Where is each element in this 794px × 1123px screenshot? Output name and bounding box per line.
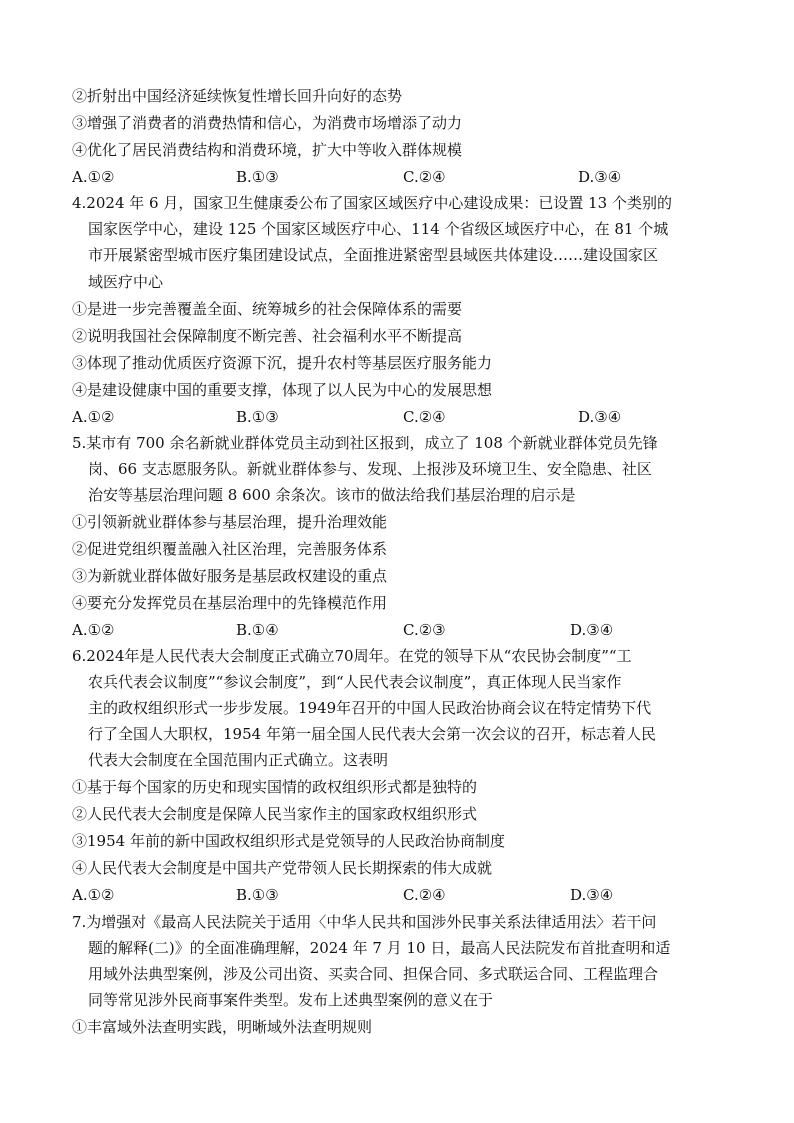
q5-option-d: D.③④ (570, 621, 614, 639)
q5-option-c: C.②③ (403, 621, 446, 639)
q4-statement-4: ④是建设健康中国的重要支撑，体现了以人民为中心的发展思想 (72, 381, 493, 399)
q3-statement-4: ④优化了居民消费结构和消费环境，扩大中等收入群体规模 (72, 141, 463, 159)
q5-statement-1: ①引领新就业群体参与基层治理，提升治理效能 (72, 513, 388, 531)
q6-statement-3: ③1954 年前的新中国政权组织形式是党领导的人民政治协商制度 (72, 832, 505, 850)
q5-option-a: A.①② (72, 621, 115, 639)
q6-statement-4: ④人民代表大会制度是中国共产党带领人民长期探索的伟大成就 (72, 859, 493, 877)
q6-stem-line: 行了全国人大职权，1954 年第一届全国人民代表大会第一次会议的召开，标志着人民 (88, 725, 656, 743)
q6-statement-2: ②人民代表大会制度是保障人民当家作主的国家政权组织形式 (72, 805, 478, 823)
q6-stem-line: 农兵代表会议制度”“参议会制度”，到“人民代表会议制度”，真正体现人民当家作 (88, 673, 622, 691)
q6-option-b: B.①③ (236, 886, 279, 904)
q5-option-b: B.①④ (236, 621, 279, 639)
q4-stem-line: 国家医学中心，建设 125 个国家区域医疗中心、114 个省级区域医疗中心，在 81 个城 (88, 220, 669, 238)
q7-stem-line: 用域外法典型案例，涉及公司出资、买卖合同、担保合同、多式联运合同、工程监理合 (88, 965, 659, 983)
q7-stem-line: 同等常见涉外民商事案件类型。发布上述典型案例的意义在于 (88, 991, 494, 1009)
q7-stem-line: 7.为增强对《最高人民法院关于适用〈中华人民共和国涉外民事关系法律适用法〉若干问 (72, 913, 657, 931)
q3-option-d: D.③④ (578, 168, 622, 186)
q3-option-c: C.②④ (403, 168, 446, 186)
q5-statement-2: ②促进党组织覆盖融入社区治理，完善服务体系 (72, 540, 388, 558)
q5-statement-3: ③为新就业群体做好服务是基层政权建设的重点 (72, 567, 388, 585)
q4-statement-2: ②说明我国社会保障制度不断完善、社会福利水平不断提高 (72, 327, 463, 345)
q4-option-a: A.①② (72, 408, 115, 426)
q4-statement-1: ①是进一步完善覆盖全面、统筹城乡的社会保障体系的需要 (72, 300, 463, 318)
q4-option-c: C.②④ (403, 408, 446, 426)
q4-option-b: B.①③ (236, 408, 279, 426)
q3-statement-2: ②折射出中国经济延续恢复性增长回升向好的态势 (72, 87, 403, 105)
q4-option-d: D.③④ (578, 408, 622, 426)
q5-stem-line: 治安等基层治理问题 8 600 余条次。该市的做法给我们基层治理的启示是 (88, 486, 576, 504)
q6-statement-1: ①基于每个国家的历史和现实国情的政权组织形式都是独特的 (72, 778, 478, 796)
q7-statement-1: ①丰富域外法查明实践，明晰域外法查明规则 (72, 1018, 373, 1036)
q6-stem-line: 代表大会制度在全国范围内正式确立。这表明 (88, 751, 389, 769)
q5-statement-4: ④要充分发挥党员在基层治理中的先锋模范作用 (72, 594, 388, 612)
q6-option-c: C.②④ (403, 886, 446, 904)
q5-stem-line: 岗、66 支志愿服务队。新就业群体参与、发现、上报涉及环境卫生、安全隐患、社区 (88, 460, 652, 478)
q5-stem-line: 5.某市有 700 余名新就业群体党员主动到社区报到，成立了 108 个新就业群体党员先锋 (72, 434, 658, 452)
q4-stem-line: 域医疗中心 (88, 273, 164, 291)
q3-option-b: B.①③ (236, 168, 279, 186)
q7-stem-line: 题的解释(二)》的全面准确理解，2024 年 7 月 10 日，最高人民法院发布首批查明和适 (88, 939, 671, 957)
q3-statement-3: ③增强了消费者的消费热情和信心，为消费市场增添了动力 (72, 114, 463, 132)
q3-option-a: A.①② (72, 168, 115, 186)
q6-stem-line: 6.2024年是人民代表大会制度正式确立70周年。在党的领导下从“农民协会制度”“工 (72, 647, 632, 665)
q4-stem-line: 市开展紧密型城市医疗集团建设试点，全面推进紧密型县域医共体建设……建设国家区 (88, 246, 659, 264)
q4-stem-line: 4.2024 年 6 月，国家卫生健康委公布了国家区域医疗中心建设成果：已设置 13 个类别的 (72, 194, 672, 212)
q6-option-d: D.③④ (570, 886, 614, 904)
q6-stem-line: 主的政权组织形式一步步发展。1949年召开的中国人民政治协商会议在特定情势下代 (88, 699, 652, 717)
q6-option-a: A.①② (72, 886, 115, 904)
q4-statement-3: ③体现了推动优质医疗资源下沉，提升农村等基层医疗服务能力 (72, 354, 493, 372)
